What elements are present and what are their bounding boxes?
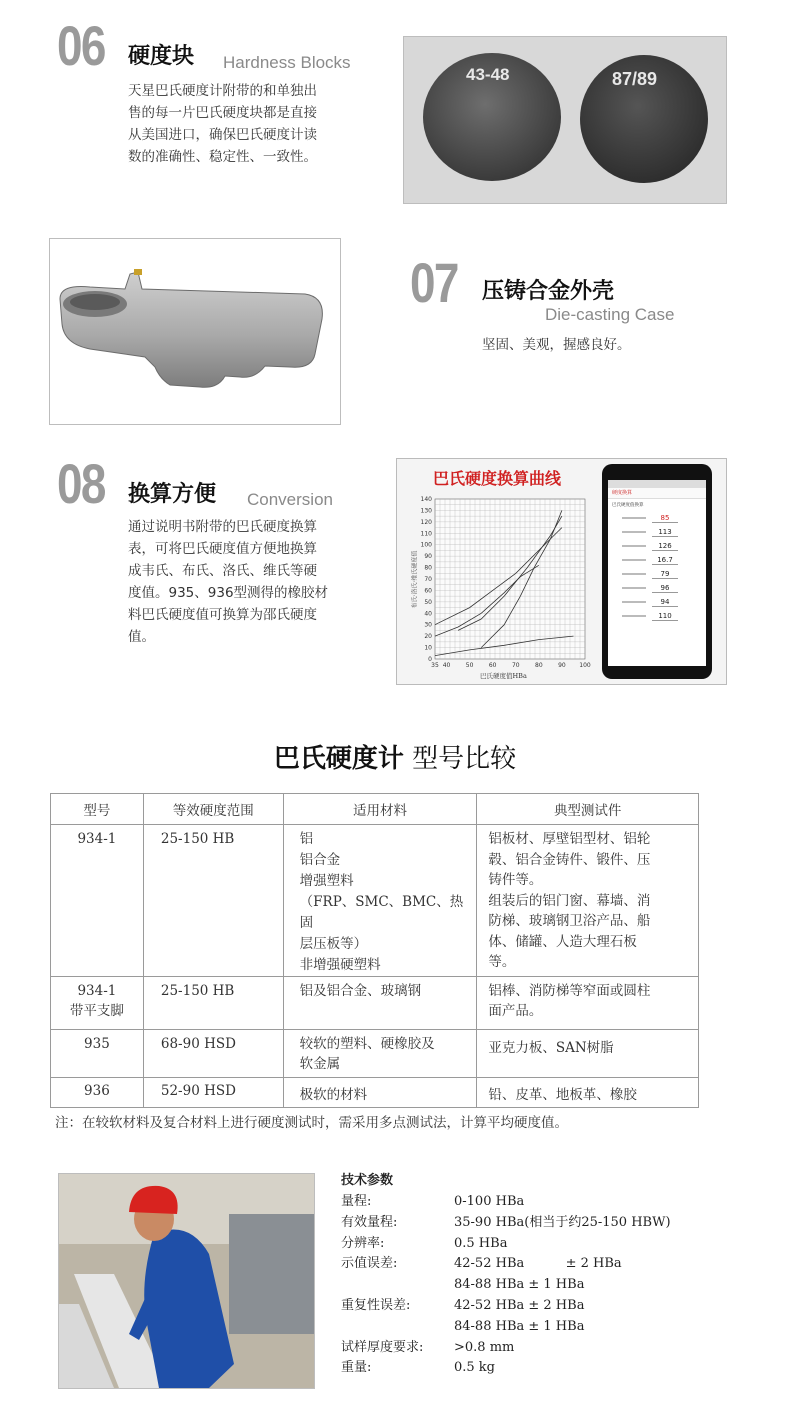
phone-value-label [622,559,646,561]
tech-title: 技术参数 [341,1173,394,1188]
phone-frame [602,464,712,679]
table-row [51,1078,699,1108]
header-model: 型号 [51,794,144,825]
x-tick-label: 80 [535,662,543,669]
x-tick-label: 35 [431,662,439,669]
section-06-subtitle: Hardness Blocks [223,53,351,72]
phone-value: 96 [652,584,678,593]
y-tick-label: 140 [420,496,432,503]
comparison-title [0,738,790,775]
header-material: 适用材料 [283,794,477,825]
phone-screen [608,480,706,666]
row-parts: 亚克力板、SAN树脂 [477,1030,699,1078]
die-casting-illustration [50,239,340,424]
die-casting-photo [49,238,341,425]
row-material: 较软的塑料、硬橡胶及 软金属 [283,1030,477,1078]
phone-value-label [622,517,646,519]
row-material: 铝 铝合金 增强塑料 （FRP、SMC、BMC、热固 层压板等） 非增强硬塑料 [283,825,477,977]
phone-status-bar [608,480,706,488]
section-07-title: 压铸合金外壳 [482,279,615,304]
tech-spec-value: 42-52 HBa ± 2 HBa [454,1297,585,1313]
phone-value-label [622,573,646,575]
y-tick-label: 20 [424,633,432,641]
tech-spec-row [341,1192,781,1213]
tech-spec-value: >0.8 mm [454,1339,515,1355]
row-parts: 铅、皮革、地板革、橡胶 [477,1078,699,1108]
table-row [51,825,699,977]
phone-value-label [622,601,646,603]
tech-spec-row [341,1338,781,1359]
comparison-table [50,793,699,1108]
tech-spec-row [341,1234,781,1255]
section-07-subtitle: Die-casting Case [545,305,675,324]
row-range: 52-90 HSD [143,1078,283,1108]
row-material: 极软的材料 [283,1078,477,1108]
y-tick-label: 50 [424,598,432,606]
x-tick-label: 90 [558,662,566,669]
tech-spec-row [341,1254,781,1275]
phone-value-row [608,511,706,525]
tech-spec-label [341,1317,454,1338]
hardness-blocks-photo [403,36,727,204]
table-row [51,977,699,1030]
header-parts: 典型测试件 [477,794,699,825]
block-label-1: 43-48 [466,65,510,84]
y-tick-label: 30 [424,621,432,629]
phone-value-row [608,525,706,539]
worker-illustration [59,1174,314,1388]
tech-spec-label: 有效量程: [341,1214,398,1230]
y-tick-label: 0 [428,656,432,663]
tech-spec-row [341,1275,781,1296]
section-06-title: 硬度块 [128,44,195,69]
phone-value: 79 [652,570,678,579]
tech-spec-value: 0.5 kg [454,1360,496,1376]
tech-spec-label: 量程: [341,1194,372,1209]
tech-spec-value: 84-88 HBa ± 1 HBa [454,1277,585,1293]
section-08-number: 08 [57,452,105,515]
y-tick-label: 70 [424,576,432,583]
phone-value: 94 [652,598,678,607]
row-parts: 铝板材、厚壁铝型材、铝轮 毂、铝合金铸件、锻件、压 铸件等。 组装后的铝门窗、幕墙、消 防梯、玻璃钢卫浴产品、船 体、储罐、人造大理石板 等。 [477,825,699,977]
row-model: 934-1 [51,825,144,977]
table-row [51,1030,699,1078]
row-range: 25-150 HB [143,825,283,977]
phone-value-label [622,615,646,617]
row-parts: 铝棒、消防梯等窄面或圆柱 面产品。 [477,977,699,1030]
phone-value-row [608,595,706,609]
comparison-title-bold: 巴氏硬度计 [273,744,404,774]
block-label-2: 87/89 [612,69,658,89]
phone-value-label [622,545,646,547]
y-tick-label: 120 [420,518,432,526]
phone-value-row [608,553,706,567]
section-07-number: 07 [410,251,458,314]
tech-spec-label: 重复性误差: [341,1297,411,1313]
y-tick-label: 80 [424,564,432,572]
conversion-chart-plot [397,459,607,684]
row-model: 936 [51,1078,144,1108]
phone-value: 16.7 [652,556,678,565]
tech-spec-value: 42-52 HBa ± 2 HBa [454,1256,622,1272]
rack [229,1214,314,1334]
phone-value-label [622,531,646,533]
tech-spec-label: 分辨率: [341,1235,385,1251]
section-07-description: 坚固、美观，握感良好。 [482,337,631,353]
table-note: 注：在较软材料及复合材料上进行硬度测试时，需采用多点测试法，计算平均硬度值。 [55,1115,568,1131]
phone-value: 126 [652,542,678,551]
row-range: 68-90 HSD [143,1030,283,1078]
tech-spec-row [341,1358,781,1379]
phone-value: 110 [652,612,678,621]
tech-spec-value: 84-88 HBa ± 1 HBa [454,1318,585,1334]
tech-spec-value: 0.5 HBa [454,1235,508,1251]
tech-spec-label: 试样厚度要求: [341,1339,424,1355]
comparison-title-normal: 型号比较 [403,744,517,774]
chart-ylabel: 布氏·洛氏·维氏硬度值 [411,550,419,609]
tech-spec-list [341,1192,781,1379]
y-tick-label: 100 [420,541,432,549]
tech-spec-row [341,1296,781,1317]
section-08-subtitle: Conversion [247,490,333,509]
phone-value-label [622,587,646,589]
case-body [60,272,322,387]
x-tick-label: 40 [442,662,451,669]
section-08-title: 换算方便 [128,482,217,507]
section-06-number: 06 [57,14,105,77]
phone-value: 113 [652,528,678,537]
table-header-row [51,794,699,825]
tech-spec-label: 示值误差: [341,1256,398,1272]
tech-spec-value: 35-90 HBa(相当于约25-150 HBW) [454,1214,671,1230]
tech-spec-row [341,1317,781,1338]
x-tick-label: 50 [465,662,474,669]
phone-value-row [608,567,706,581]
x-tick-label: 60 [488,662,497,669]
row-model: 934-1 带平支脚 [51,977,144,1030]
y-tick-label: 10 [424,644,432,652]
worker-photo [58,1173,315,1389]
y-tick-label: 110 [420,530,432,538]
header-range: 等效硬度范围 [143,794,283,825]
y-tick-label: 60 [424,587,432,595]
phone-app-header: 硬度换算 [608,488,706,499]
row-material: 铝及铝合金、玻璃钢 [283,977,477,1030]
row-model: 935 [51,1030,144,1078]
section-08-description: 通过说明书附带的巴氏硬度换算 表，可将巴氏硬度值方便地换算 成韦氏、布氏、洛氏、维氏等硬 度值。935、936型测得的橡胶材 料巴氏硬度值可换算为邵氏硬度 值。 [128,519,329,645]
x-tick-label: 100 [579,662,591,669]
tech-spec-value: 0-100 HBa [454,1194,525,1209]
phone-subtitle: 巴氏硬度值换算 [612,503,644,508]
case-pin [134,269,142,275]
tech-spec-row [341,1213,781,1234]
chart-title: 巴氏硬度换算曲线 [433,469,562,488]
tech-spec-label: 重量: [341,1360,372,1376]
chart-xlabel: 巴氏硬度值HBa [480,672,527,680]
section-06-description: 天星巴氏硬度计附带的和单独出 售的每一片巴氏硬度块都是直接 从美国进口，确保巴氏硬度计读 数的准确性、稳定性、一致性。 [128,83,317,165]
row-range: 25-150 HB [143,977,283,1030]
x-tick-label: 70 [511,662,520,669]
case-socket-inner [70,294,120,310]
phone-value: 85 [652,514,678,523]
y-tick-label: 90 [424,553,432,561]
y-tick-label: 40 [424,610,432,618]
phone-value-row [608,581,706,595]
phone-value-row [608,609,706,623]
tech-spec-label [341,1275,454,1296]
phone-value-list [608,511,706,623]
conversion-chart-image [396,458,727,685]
y-tick-label: 130 [420,507,432,515]
phone-value-row [608,539,706,553]
hardness-blocks-illustration [404,37,726,203]
